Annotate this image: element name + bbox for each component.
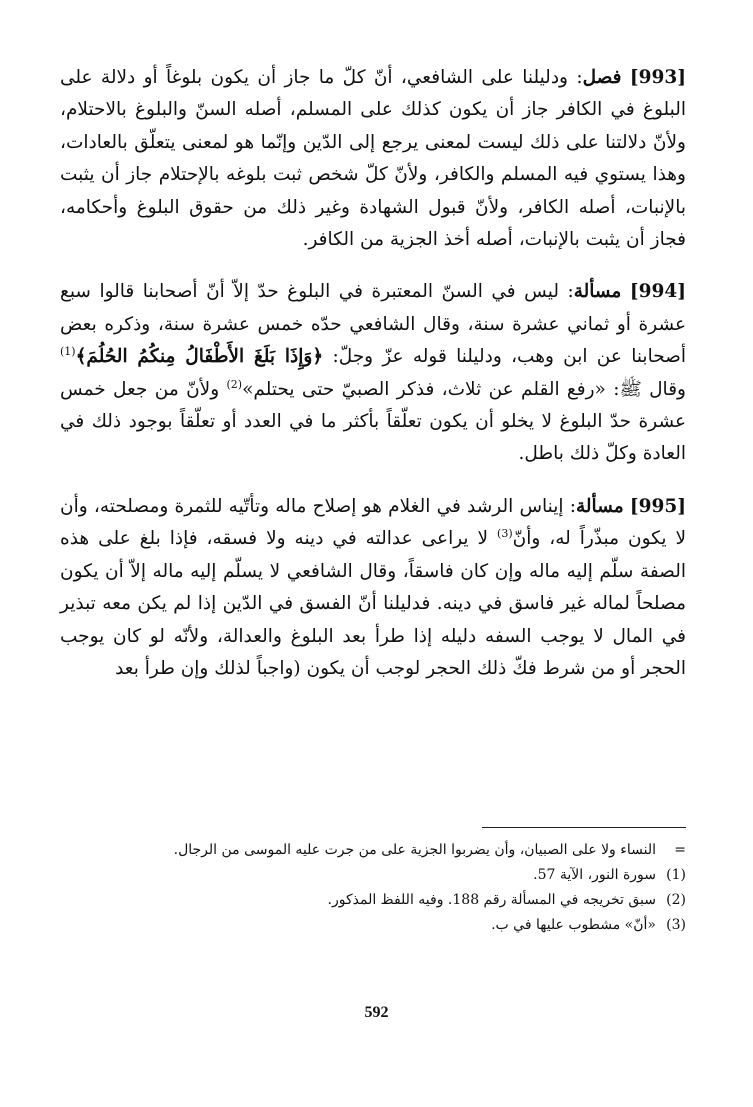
footnote-marker: (1)	[666, 867, 686, 883]
footnote-divider	[482, 827, 686, 828]
footnote-text: النساء ولا على الصبيان، وأن يضربوا الجزية على من جرت عليه الموسى من الرجال.	[173, 842, 656, 858]
footnote-text: سورة النور، الآية 57.	[533, 867, 656, 883]
issue-number: [993]	[629, 67, 686, 88]
paragraph-text: : ليس في السنّ المعتبرة في البلوغ حدّ إلاّ أنّ أصحابنا قالوا سبع عشرة أو ثماني عشرة سنة، وقال الشافعي حدّه خمس عشرة سنة، وذكره بعض أصحابنا عن ابن وهب، ودليلنا قوله عزّ وجلّ:	[60, 281, 686, 368]
main-text	[60, 62, 686, 685]
footnote-item	[60, 888, 686, 913]
footnote-marker: (2)	[666, 892, 686, 908]
paragraph-995	[60, 491, 686, 685]
footnotes	[60, 827, 686, 938]
footnote-ref: (1)	[60, 345, 76, 359]
paragraph-text: ولأنّ من جعل خمس عشرة حدّ البلوغ لا يخلو أن يكون تعلّقاً بأكثر ما في العدد أو تعلّقاً بوجود ذلك في العادة وكلّ ذلك باطل.	[60, 378, 686, 465]
footnote-item	[60, 838, 686, 863]
footnote-item	[60, 913, 686, 938]
paragraph-text: : ودليلنا على الشافعي، أنّ كلّ ما جاز أن يكون بلوغاً أو دلالة على البلوغ في الكافر جاز أن يكون كذلك على المسلم، أصله السنّ والبلوغ بالاحتلام، ولأنّ دلالتنا على ذلك ليست لمعنى يرجع إلى الدّين وإنّما هو لمعنى يتعلّق بالعادات، وهذا يستوي فيه المسلم والكافر، ولأنّ كلّ شخص ثبت بلوغه بالإحتلام جاز أن يثبت بالإنبات، أصله الكافر، ولأنّ قبول الشهادة وغير ذلك من حقوق البلوغ وأحكامه، فجاز أن يثبت بالإنبات، أصله أخذ الجزية من الكافر.	[60, 67, 686, 251]
page-number: 592	[364, 1004, 389, 1021]
paragraph-994	[60, 276, 686, 470]
quran-verse: ﴿وَإِذَا بَلَغَ الأَطْفَالُ مِنكُمُ الحُلُمَ﴾	[75, 346, 324, 368]
paragraph-text: لا يراعى عدالته في دينه ولا فسقه، فإذا بلغ على هذه الصفة سلّم إليه ماله وإن كان فاسقاً، وقال الشافعي لا يسلّم إليه ماله إلاّ أن يكون مصلحاً لماله غير فاسق في دينه. فدليلنا أنّ الفسق في الدّين إذا لم يكن معه تبذير في المال لا يوجب السفه دليله إذا طرأ بعد البلوغ والعدالة، ولأنّه لو كان يوجب الحجر أو من شرط فكّ ذلك الحجر لوجب أن يكون (واجباً لذلك وإن طرأ بعد	[60, 528, 686, 679]
paragraph-993	[60, 62, 686, 256]
footnote-ref: (2)	[226, 377, 243, 391]
issue-number: [995]	[629, 495, 686, 517]
section-label: فصل	[582, 67, 622, 88]
issue-number: [994]	[629, 281, 686, 303]
paragraph-text: : إيناس الرشد في الغلام هو إصلاح ماله وتأتّيه للثمرة ومصلحته، وأن لا يكون مبذّراً له، وأنّ	[60, 495, 687, 550]
section-label: مسألة	[573, 281, 622, 303]
footnote-ref: (3)	[497, 527, 513, 541]
footnote-text: «أنّ» مشطوب عليها في ب.	[491, 917, 656, 933]
section-label: مسألة	[576, 495, 624, 517]
footnote-text: سبق تخريجه في المسألة رقم 188. وفيه اللفظ المذكور.	[327, 892, 656, 908]
footnote-marker: (3)	[666, 917, 686, 933]
footnote-marker: =	[674, 842, 686, 858]
footnote-item	[60, 863, 686, 888]
paragraph-text: وقال ﷺ: «رفع القلم عن ثلاث، فذكر الصبيّ حتى يحتلم»	[242, 378, 686, 400]
